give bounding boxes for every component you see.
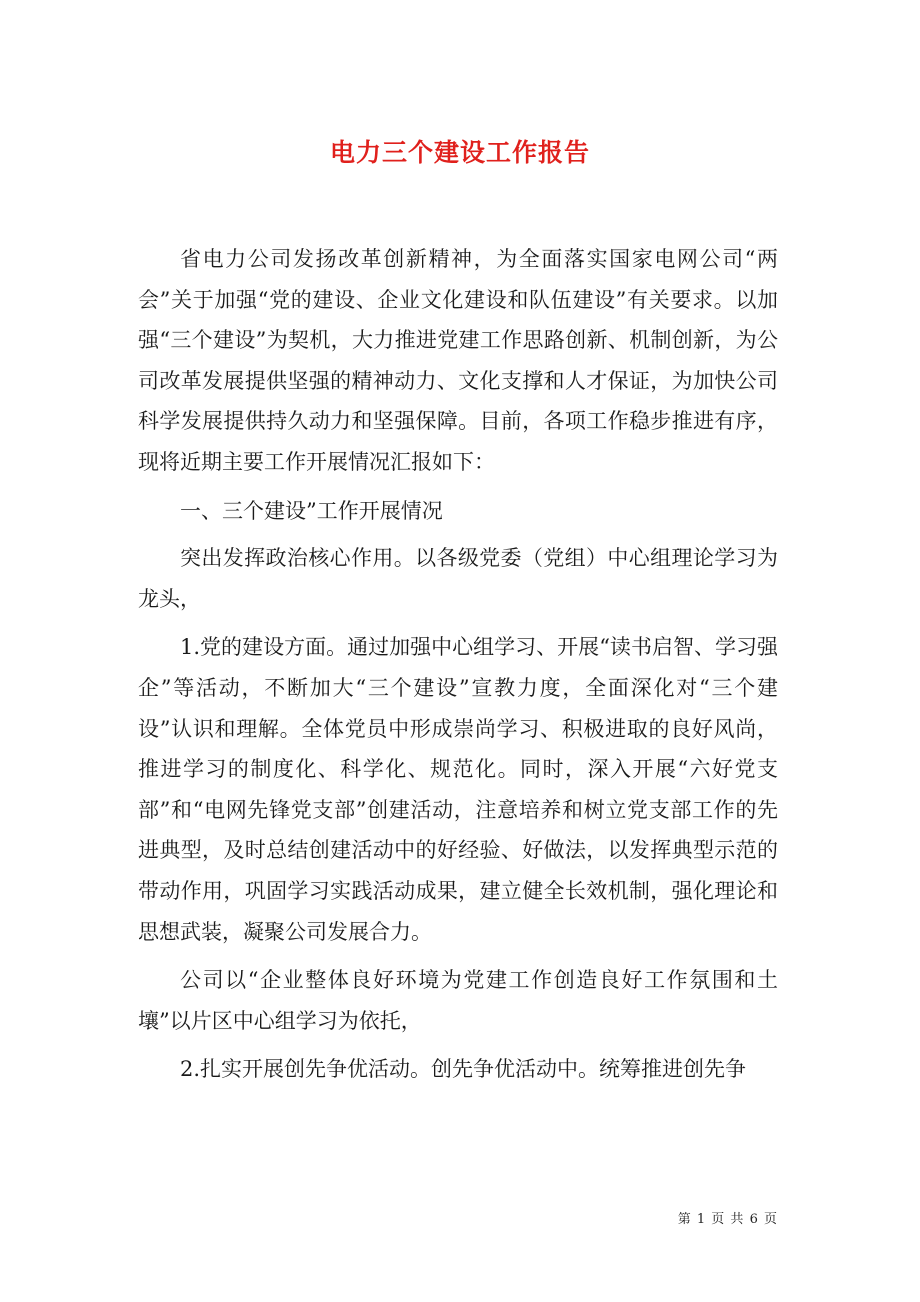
footer-page-number: 1 xyxy=(696,1212,707,1227)
footer-total-pages: 6 xyxy=(749,1212,759,1227)
footer-prefix: 第 xyxy=(677,1212,692,1227)
document-body xyxy=(138,239,778,1098)
page-footer xyxy=(678,1208,778,1227)
footer-suffix: 页 xyxy=(763,1212,778,1227)
paragraph-company-environment: 公司以“企业整体良好环境为党建工作创造良好工作氛围和土壤”以片区中心组学习为依托， xyxy=(138,968,778,1033)
paragraph-political-core: 突出发挥政治核心作用。以各级党委（党组）中心组理论学习为龙头， xyxy=(138,546,778,611)
section-heading-1: 一、三个建设”工作开展情况 xyxy=(180,498,443,523)
paragraph-excellence-campaign: 2.扎实开展创先争优活动。创先争优活动中。统筹推进创先争 xyxy=(180,1057,747,1082)
footer-mid: 页 共 xyxy=(711,1212,745,1227)
paragraph-party-building: 1.党的建设方面。通过加强中心组学习、开展“读书启智、学习强企”等活动，不断加大“三个建设”宣教力度，全面深化对“三个建设”认识和理解。全体党员中形成崇尚学习、积极进取的良好风尚，推进学习的制度化、科学化、规范化。同时，深入开展“六好党支部”和“电网先锋党支部”创建活动，注意培养和树立党支部工作的先进典型，及时总结创建活动中的好经验、好做法，以发挥典型示范的带动作用，巩固学习实践活动成果，建立健全长效机制，强化理论和思想武装，凝聚公司发展合力。 xyxy=(138,635,778,944)
paragraph-intro: 省电力公司发扬改革创新精神，为全面落实国家电网公司“两会”关于加强“党的建设、企业文化建设和队伍建设”有关要求。以加强“三个建设”为契机，大力推进党建工作思路创新、机制创新，为公司改革发展提供坚强的精神动力、文化支撑和人才保证，为加快公司科学发展提供持久动力和坚强保障。目前，各项工作稳步推进有序，现将近期主要工作开展情况汇报如下： xyxy=(138,247,778,474)
document-title: 电力三个建设工作报告 xyxy=(329,137,590,167)
